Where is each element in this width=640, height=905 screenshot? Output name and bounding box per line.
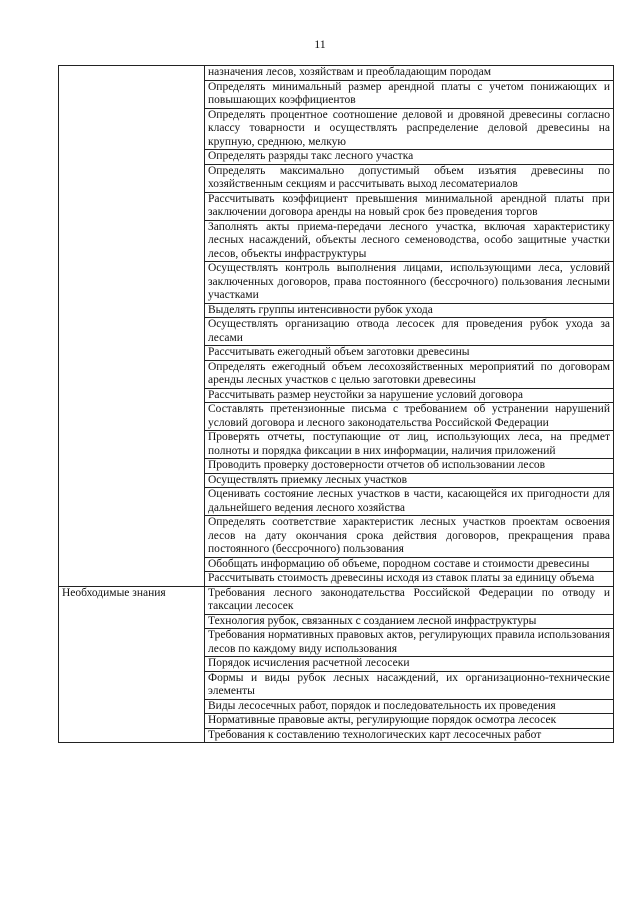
requirement-item: Определять процентное соотношение деловой и дровяной древесины согласно классу товарности и осуществлять распределение деловой древесины на крупную, среднюю, мелкую bbox=[205, 108, 614, 150]
competency-table bbox=[58, 65, 614, 743]
competency-table-body bbox=[59, 66, 614, 743]
requirement-item: Определять минимальный размер арендной платы с учетом понижающих и повышающих коэффициентов bbox=[205, 80, 614, 108]
requirement-item: Виды лесосечных работ, порядок и последовательность их проведения bbox=[205, 699, 614, 714]
requirement-item: Оценивать состояние лесных участков в части, касающейся их пригодности для дальнейшего ведения лесного хозяйства bbox=[205, 488, 614, 516]
requirement-item: Заполнять акты приема-передачи лесного участка, включая характеристику лесных насаждений, объекты лесного семеноводства, особо защитные участки лесов, объекты инфраструктуры bbox=[205, 220, 614, 262]
requirement-item: Определять соответствие характеристик лесных участков проектам освоения лесов на дату окончания срока действия договоров, прекращения права постоянного (бессрочного) пользования bbox=[205, 516, 614, 558]
requirement-item: Рассчитывать ежегодный объем заготовки древесины bbox=[205, 346, 614, 361]
requirement-item: Определять ежегодный объем лесохозяйственных мероприятий по договорам аренды лесных участков с целью заготовки древесины bbox=[205, 360, 614, 388]
requirement-item: Выделять группы интенсивности рубок ухода bbox=[205, 303, 614, 318]
requirement-item: Составлять претензионные письма с требованием об устранении нарушений условий договора и лесного законодательства Российской Федерации bbox=[205, 403, 614, 431]
requirement-item: Формы и виды рубок лесных насаждений, их организационно-технические элементы bbox=[205, 671, 614, 699]
requirement-item: Осуществлять контроль выполнения лицами, использующими леса, условий заключенных договоров, права постоянного (бессрочного) пользования лесными участками bbox=[205, 262, 614, 304]
requirement-item: Осуществлять приемку лесных участков bbox=[205, 473, 614, 488]
requirement-item: Обобщать информацию об объеме, породном составе и стоимости древесины bbox=[205, 557, 614, 572]
requirement-item: назначения лесов, хозяйствам и преобладающим породам bbox=[205, 66, 614, 81]
section-label-cell: Необходимые знания bbox=[59, 586, 205, 743]
requirement-item: Определять разряды такс лесного участка bbox=[205, 150, 614, 165]
section-label-cell bbox=[59, 66, 205, 587]
requirement-item: Осуществлять организацию отвода лесосек для проведения рубок ухода за лесами bbox=[205, 318, 614, 346]
table-row bbox=[59, 586, 614, 614]
requirement-item: Требования лесного законодательства Российской Федерации по отводу и таксации лесосек bbox=[205, 586, 614, 614]
requirement-item: Нормативные правовые акты, регулирующие порядок осмотра лесосек bbox=[205, 714, 614, 729]
requirement-item: Проверять отчеты, поступающие от лиц, использующих леса, на предмет полноты и порядка фиксации в них информации, наличия приложений bbox=[205, 431, 614, 459]
requirement-item: Порядок исчисления расчетной лесосеки bbox=[205, 657, 614, 672]
table-row bbox=[59, 66, 614, 81]
requirement-item: Требования к составлению технологических карт лесосечных работ bbox=[205, 728, 614, 743]
requirement-item: Рассчитывать стоимость древесины исходя из ставок платы за единицу объема bbox=[205, 572, 614, 587]
page-number: 11 bbox=[314, 37, 326, 51]
requirement-item: Технология рубок, связанных с созданием лесной инфраструктуры bbox=[205, 614, 614, 629]
requirement-item: Рассчитывать коэффициент превышения минимальной арендной платы при заключении договора аренды на новый срок без проведения торгов bbox=[205, 192, 614, 220]
requirement-item: Рассчитывать размер неустойки за нарушение условий договора bbox=[205, 388, 614, 403]
requirement-item: Проводить проверку достоверности отчетов об использовании лесов bbox=[205, 459, 614, 474]
requirement-item: Определять максимально допустимый объем изъятия древесины по хозяйственным секциям и рассчитывать выход лесоматериалов bbox=[205, 164, 614, 192]
requirement-item: Требования нормативных правовых актов, регулирующих правила использования лесов по каждому виду использования bbox=[205, 629, 614, 657]
